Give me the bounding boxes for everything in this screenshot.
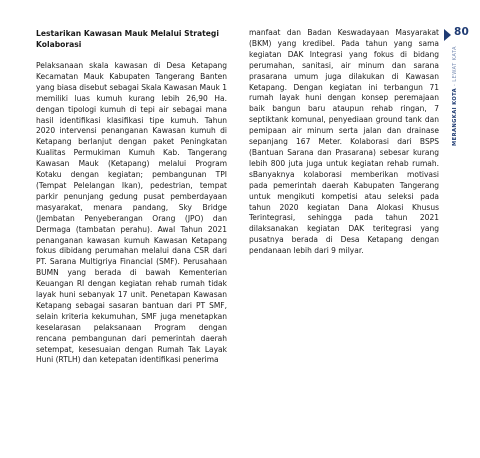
article-heading: Lestarikan Kawasan Mauk Melalui Strategi Kolaborasi: [36, 29, 219, 49]
left-column-paragraph: Pelaksanaan skala kawasan di Desa Ketapang Kecamatan Mauk Kabupaten Tangerang Banten yang biasa disebut sebagai Skala Kawasan Mauk 1 memiliki luas kumuh kurang lebih 26,90 Ha. dengan tipologi kumuh di tepi air sebagai mana hasil identifikasi klasifikasi tipe kumuh. Tahun 2020 intervensi penanganan Kawasan kumuh di Ketapang berlanjut dengan paket Peningkatan Kualitas Permukiman Kumuh Kab. Tangerang Kawasan Mauk (Ketapang) melalui Program Kotaku dengan kegiatan; pembangunan TPI (Tempat Pelelangan Ikan), pedestrian, tempat parkir penunjang gedung pusat pemberdayaan masyarakat, menara pandang, Sky Bridge (Jembatan Penyeberangan Orang (JPO) dan Dermaga (tambatan perahu). Awal Tahun 2021 penanganan kawasan kumuh Kawasan Ketapang fokus dibidang perumahan melalui dana CSR dari PT. Sarana Multigriya Financial (SMF). Perusahaan BUMN yang berada di bawah Kementerian Keuangan RI dengan kegiatan rehab rumah tidak layak huni sebanyak 17 unit. Penetapan Kawasan Ketapang sebagai sasaran bantuan dari PT SMF, selain kriteria kekumuhan, SMF juga menetapkan keselarasan pelaksanaan Program dengan rencana pembangunan dari pemerintah daerah setempat, kesesuaian dengan Rumah Tak Layak Huni (RTLH) dan ketepatan identifikasi penerima: [36, 61, 227, 365]
left-column: [36, 28, 227, 366]
page-sidebar: [440, 26, 480, 326]
running-header-bold: MERANGKAI KOTA: [452, 87, 458, 146]
running-header-label: [452, 46, 458, 146]
right-column-paragraph: manfaat dan Badan Keswadayaan Masyarakat (BKM) yang kredibel. Pada tahun yang sama kegiatan DAK Integrasi yang fokus di bidang perumahan, sanitasi, air minum dan sarana prasarana umum juga dilakukan di Kawasan Ketapang. Dengan kegiatan ini terbangun 71 rumah layak huni dengan konsep peremajaan baik bangun baru ataupun rehab ringan, 7 septiktank komunal, penyediaan ground tank dan pemipaan air minum serta jalan dan drainase sepanjang 167 Meter. Kolaborasi dari BSPS (Bantuan Sarana dan Prasarana) sebesar kurang lebih 800 juta juga untuk kegiatan rehab rumah. sBanyaknya kolaborasi memberikan motivasi pada pemerintah daerah Kabupaten Tangerang untuk mengikuti kompetisi atau seleksi pada tahun 2020 kegiatan Dana Alokasi Khusus Terintegrasi, sehingga pada tahun 2021 dilaksanakan kegiatan DAK teritegrasi yang pusatnya berada di Desa Ketapang dengan pendanaan lebih dari 9 milyar.: [249, 28, 439, 256]
right-column: [249, 28, 439, 257]
triangle-right-icon: [444, 29, 451, 41]
page-number: 80: [454, 26, 470, 38]
running-header-separator: ·: [452, 81, 458, 88]
running-header-light: LEWAT KATA: [452, 46, 458, 82]
